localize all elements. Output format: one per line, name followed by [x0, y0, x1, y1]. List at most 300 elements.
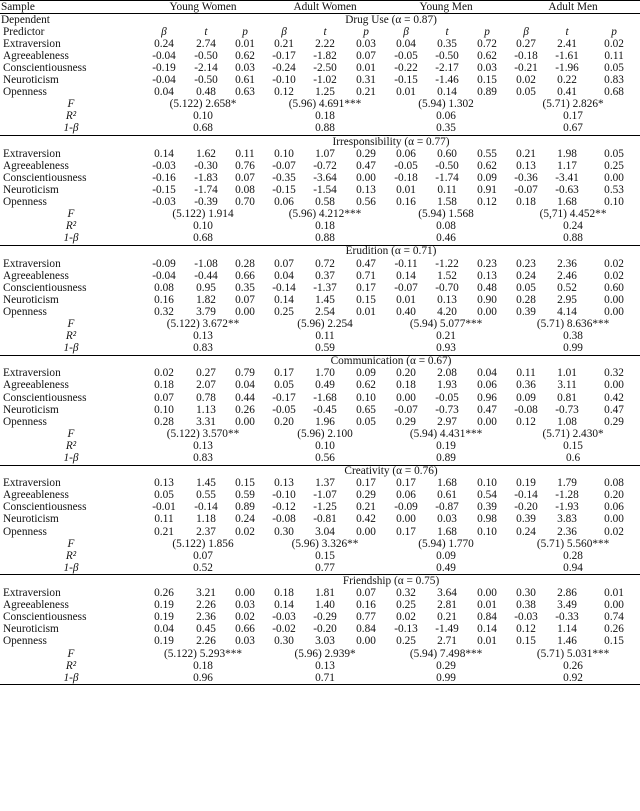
value-cell: -0.14 [194, 501, 218, 514]
value-cell: 1.07 [315, 148, 335, 160]
power-row-value: 0.56 [315, 452, 335, 465]
table-row [0, 478, 640, 490]
predictor-label: Predictor [3, 26, 45, 38]
f-row-label: F [67, 538, 75, 550]
value-cell: 1.52 [437, 270, 457, 282]
power-row [0, 562, 640, 575]
value-cell: 0.03 [437, 513, 457, 526]
f-row [0, 318, 640, 330]
dependent-label: Dependent [0, 14, 142, 27]
r2-row [0, 550, 640, 562]
value-cell: 0.31 [356, 74, 376, 87]
r2-row-value: 0.18 [193, 660, 213, 672]
value-cell: 0.39 [477, 501, 497, 514]
power-row-value: 0.88 [563, 232, 583, 245]
value-cell: -1.37 [313, 282, 337, 294]
f-row-value: (5.71) 5.031*** [536, 647, 610, 660]
stat-header: β [281, 26, 287, 38]
value-cell: 0.24 [516, 526, 536, 538]
predictor-name: Openness [3, 86, 47, 99]
table-row [0, 270, 640, 282]
predictor-name: Conscientiousness [3, 611, 87, 624]
f-row-value: (5.96) 3.326** [291, 538, 359, 550]
stat-header: p [484, 26, 490, 38]
value-cell: 0.15 [356, 294, 376, 306]
value-cell: 0.60 [604, 282, 624, 294]
power-row-value: 0.68 [193, 122, 213, 135]
value-cell: 0.29 [356, 489, 376, 502]
value-cell: 0.54 [477, 489, 497, 502]
f-row-value: (5.94) 5.077*** [409, 318, 483, 330]
value-cell: 0.25 [396, 599, 416, 612]
value-cell: 0.48 [477, 282, 497, 294]
value-cell: 0.00 [604, 172, 624, 184]
table-row [0, 197, 640, 209]
value-cell: -0.05 [272, 404, 296, 416]
f-row-label: F [67, 647, 75, 660]
value-cell: -0.07 [272, 160, 296, 172]
power-row-value: 0.83 [193, 342, 213, 355]
f-row-value: (5.71) 8.636*** [536, 318, 610, 330]
predictor-name: Neuroticism [3, 184, 59, 196]
value-cell: -2.17 [435, 62, 459, 75]
value-cell: 0.42 [356, 513, 376, 526]
value-cell: 3.49 [557, 599, 577, 612]
value-cell: 0.37 [315, 270, 335, 282]
value-cell: -3.64 [313, 172, 337, 184]
power-row-label: 1-β [63, 342, 79, 355]
value-cell: -0.14 [272, 282, 296, 294]
value-cell: -0.30 [194, 160, 218, 172]
value-cell: -0.15 [394, 74, 418, 87]
value-cell: 0.01 [396, 294, 416, 306]
value-cell: -0.13 [394, 623, 418, 636]
group-adult-women: Adult Women [264, 1, 386, 14]
value-cell: 0.58 [315, 196, 335, 209]
predictor-name: Conscientiousness [3, 501, 87, 514]
group-adult-men: Adult Men [506, 1, 640, 14]
f-row [0, 648, 640, 660]
r2-row-value: 0.17 [563, 110, 583, 123]
value-cell: 0.06 [274, 196, 294, 209]
value-cell: 0.55 [477, 148, 497, 160]
f-row-value: (5.122) 1.914 [172, 208, 234, 221]
value-cell: 0.10 [477, 477, 497, 490]
value-cell: -0.03 [514, 611, 538, 624]
value-cell: -0.22 [394, 62, 418, 75]
predictor-name: Openness [3, 526, 47, 538]
value-cell: 0.01 [356, 306, 376, 318]
value-cell: 0.04 [396, 38, 416, 50]
value-cell: 0.21 [356, 501, 376, 514]
value-cell: 0.09 [356, 367, 376, 380]
value-cell: 0.06 [396, 148, 416, 160]
value-cell: 0.10 [356, 392, 376, 404]
value-cell: 0.42 [604, 392, 624, 404]
value-cell: 0.02 [604, 270, 624, 282]
value-cell: 0.28 [154, 416, 174, 428]
value-cell: -0.11 [394, 257, 418, 270]
value-cell: -0.73 [435, 404, 459, 416]
value-cell: 0.17 [396, 526, 416, 538]
value-cell: 0.10 [604, 196, 624, 209]
value-cell: 0.66 [235, 623, 255, 636]
power-row [0, 452, 640, 465]
value-cell: -0.19 [152, 62, 176, 75]
value-cell: 0.35 [235, 282, 255, 294]
value-cell: 0.45 [196, 623, 216, 636]
value-cell: -0.07 [514, 184, 538, 196]
predictor-name: Extraversion [3, 38, 61, 50]
value-cell: 0.24 [154, 38, 174, 50]
value-cell: 0.09 [477, 172, 497, 184]
predictor-header-row [0, 26, 640, 38]
value-cell: -1.02 [313, 74, 337, 87]
value-cell: 0.60 [437, 148, 457, 160]
value-cell: 0.19 [516, 477, 536, 490]
value-cell: 0.25 [396, 635, 416, 648]
value-cell: 0.12 [516, 416, 536, 428]
f-row-value: (5.96) 2.100 [297, 428, 353, 440]
value-cell: -0.04 [152, 74, 176, 87]
value-cell: 2.95 [557, 294, 577, 306]
section-title-row [0, 245, 640, 258]
f-row [0, 209, 640, 221]
predictor-name: Openness [3, 635, 47, 648]
table-row [0, 38, 640, 50]
header-row-sample [0, 1, 640, 14]
value-cell: 0.02 [604, 38, 624, 50]
value-cell: 1.25 [315, 86, 335, 99]
value-cell: -0.44 [194, 270, 218, 282]
power-row-value: 0.89 [436, 452, 456, 465]
power-row-value: 0.67 [563, 122, 583, 135]
value-cell: -0.10 [272, 74, 296, 87]
value-cell: -0.73 [555, 404, 579, 416]
value-cell: 0.00 [477, 587, 497, 600]
table-row [0, 148, 640, 160]
value-cell: 3.79 [196, 306, 216, 318]
value-cell: 0.20 [396, 367, 416, 380]
value-cell: 0.10 [154, 404, 174, 416]
predictor-name: Extraversion [3, 587, 61, 600]
value-cell: -2.14 [194, 62, 218, 75]
value-cell: 1.98 [557, 148, 577, 160]
value-cell: 1.96 [315, 416, 335, 428]
value-cell: 0.96 [477, 392, 497, 404]
value-cell: 0.03 [477, 62, 497, 75]
r2-row [0, 440, 640, 452]
value-cell: 0.15 [604, 635, 624, 648]
value-cell: 0.13 [154, 477, 174, 490]
value-cell: 0.24 [235, 513, 255, 526]
predictor-name: Agreeableness [3, 160, 69, 172]
value-cell: 0.13 [356, 184, 376, 196]
value-cell: 2.36 [557, 526, 577, 538]
value-cell: 0.89 [477, 86, 497, 99]
power-row-value: 0.68 [193, 232, 213, 245]
power-row-value: 0.46 [436, 232, 456, 245]
value-cell: -0.05 [435, 392, 459, 404]
value-cell: 0.09 [516, 392, 536, 404]
table-row [0, 404, 640, 416]
value-cell: -0.09 [394, 501, 418, 514]
value-cell: 0.84 [356, 623, 376, 636]
value-cell: 0.00 [235, 306, 255, 318]
value-cell: 0.22 [557, 74, 577, 87]
value-cell: 0.13 [437, 294, 457, 306]
value-cell: 0.17 [356, 282, 376, 294]
section-title: Creativity (α = 0.76) [142, 465, 640, 478]
value-cell: 1.68 [557, 196, 577, 209]
value-cell: 0.03 [235, 635, 255, 648]
value-cell: 0.01 [604, 587, 624, 600]
value-cell: 1.17 [557, 160, 577, 172]
section-title: Communication (α = 0.67) [142, 355, 640, 368]
empty-cell [0, 355, 142, 368]
value-cell: 0.07 [274, 257, 294, 270]
value-cell: 0.14 [396, 270, 416, 282]
value-cell: -0.08 [514, 404, 538, 416]
value-cell: -0.20 [514, 501, 538, 514]
value-cell: -0.12 [272, 501, 296, 514]
table-row [0, 62, 640, 74]
table-row [0, 294, 640, 306]
value-cell: -0.05 [394, 160, 418, 172]
predictor-name: Neuroticism [3, 74, 59, 87]
table-row [0, 160, 640, 172]
power-row [0, 343, 640, 356]
value-cell: 0.68 [604, 86, 624, 99]
table-row [0, 87, 640, 99]
section-title: Drug Use (α = 0.87) [142, 14, 640, 27]
value-cell: 0.26 [235, 404, 255, 416]
value-cell: -0.50 [435, 160, 459, 172]
value-cell: 0.16 [154, 294, 174, 306]
value-cell: 0.30 [274, 526, 294, 538]
value-cell: 0.26 [154, 587, 174, 600]
value-cell: 0.55 [196, 489, 216, 502]
value-cell: 0.81 [557, 392, 577, 404]
value-cell: 1.45 [196, 477, 216, 490]
r2-row-value: 0.15 [315, 550, 335, 562]
value-cell: 0.29 [396, 416, 416, 428]
value-cell: 0.04 [235, 379, 255, 392]
r2-row-label: R² [65, 440, 77, 452]
value-cell: 0.21 [274, 38, 294, 50]
r2-row-value: 0.09 [436, 550, 456, 562]
value-cell: 0.90 [477, 294, 497, 306]
group-young-women: Young Women [142, 1, 264, 14]
value-cell: -1.54 [313, 184, 337, 196]
power-row-label: 1-β [63, 122, 79, 135]
value-cell: -0.50 [194, 50, 218, 62]
value-cell: 0.00 [604, 306, 624, 318]
value-cell: 0.19 [154, 611, 174, 624]
value-cell: 0.49 [315, 379, 335, 392]
value-cell: 0.74 [604, 611, 624, 624]
f-row-value: (5.71) 2.826* [542, 98, 604, 111]
r2-row-label: R² [65, 660, 77, 672]
value-cell: 0.78 [196, 392, 216, 404]
value-cell: 0.70 [235, 196, 255, 209]
value-cell: 0.83 [604, 74, 624, 87]
value-cell: 0.17 [274, 367, 294, 380]
power-row-value: 0.93 [436, 342, 456, 355]
value-cell: -0.14 [514, 489, 538, 502]
value-cell: -0.04 [152, 50, 176, 62]
r2-row-label: R² [65, 330, 77, 343]
value-cell: 0.04 [274, 270, 294, 282]
predictor-name: Extraversion [3, 148, 61, 160]
r2-row-value: 0.26 [563, 660, 583, 672]
stat-header: p [242, 26, 248, 38]
value-cell: -1.08 [194, 257, 218, 270]
f-row-value: (5.96) 2.254 [297, 318, 353, 330]
value-cell: 1.81 [315, 587, 335, 600]
value-cell: 2.86 [557, 587, 577, 600]
predictor-name: Extraversion [3, 477, 61, 490]
r2-row-value: 0.08 [436, 220, 456, 233]
value-cell: 0.00 [604, 379, 624, 392]
value-cell: 0.13 [477, 270, 497, 282]
value-cell: 0.14 [274, 599, 294, 612]
power-row-value: 0.6 [566, 452, 581, 465]
predictor-name: Openness [3, 196, 47, 209]
value-cell: 0.06 [477, 379, 497, 392]
value-cell: -0.09 [152, 257, 176, 270]
r2-row-label: R² [65, 550, 77, 562]
value-cell: 0.00 [396, 392, 416, 404]
value-cell: 1.40 [315, 599, 335, 612]
value-cell: 3.11 [557, 379, 577, 392]
value-cell: 0.23 [477, 257, 497, 270]
value-cell: -0.03 [272, 611, 296, 624]
value-cell: 0.08 [235, 184, 255, 196]
value-cell: -1.93 [555, 501, 579, 514]
value-cell: 0.17 [396, 477, 416, 490]
power-row-value: 0.52 [193, 562, 213, 574]
power-row-value: 0.49 [436, 562, 456, 574]
power-row-label: 1-β [63, 562, 79, 574]
value-cell: 0.05 [516, 86, 536, 99]
value-cell: 2.08 [437, 367, 457, 380]
f-row [0, 428, 640, 440]
value-cell: 0.10 [274, 148, 294, 160]
value-cell: 0.00 [604, 513, 624, 526]
value-cell: 0.15 [477, 74, 497, 87]
value-cell: 1.18 [196, 513, 216, 526]
value-cell: 0.35 [437, 38, 457, 50]
value-cell: 0.16 [396, 196, 416, 209]
value-cell: 0.07 [356, 50, 376, 62]
value-cell: 1.14 [557, 623, 577, 636]
value-cell: 0.18 [516, 196, 536, 209]
value-cell: 0.62 [477, 160, 497, 172]
value-cell: 0.14 [274, 294, 294, 306]
value-cell: -1.49 [435, 623, 459, 636]
value-cell: 0.62 [235, 50, 255, 62]
value-cell: 0.98 [477, 513, 497, 526]
value-cell: 0.39 [516, 513, 536, 526]
value-cell: 0.32 [154, 306, 174, 318]
value-cell: 0.21 [437, 611, 457, 624]
table-row [0, 306, 640, 318]
value-cell: -1.83 [194, 172, 218, 184]
value-cell: 1.01 [557, 367, 577, 380]
value-cell: 3.83 [557, 513, 577, 526]
value-cell: 2.26 [196, 635, 216, 648]
stat-header: t [565, 26, 569, 38]
value-cell: 0.29 [604, 416, 624, 428]
value-cell: 0.47 [477, 404, 497, 416]
f-row-value: (5.94) 1.770 [418, 538, 474, 550]
r2-row-value: 0.15 [563, 440, 583, 452]
r2-row-value: 0.18 [315, 220, 335, 233]
value-cell: 1.68 [437, 477, 457, 490]
value-cell: -1.25 [313, 501, 337, 514]
value-cell: 0.02 [516, 74, 536, 87]
value-cell: 0.00 [356, 526, 376, 538]
power-row-label: 1-β [63, 232, 79, 245]
value-cell: 0.12 [477, 196, 497, 209]
value-cell: 0.91 [477, 184, 497, 196]
predictor-name: Neuroticism [3, 513, 59, 526]
table-row [0, 526, 640, 538]
value-cell: 0.01 [396, 184, 416, 196]
value-cell: 0.05 [516, 282, 536, 294]
value-cell: 0.32 [604, 367, 624, 380]
power-row-value: 0.99 [563, 342, 583, 355]
predictor-name: Agreeableness [3, 270, 69, 282]
value-cell: 0.72 [477, 38, 497, 50]
value-cell: -0.81 [313, 513, 337, 526]
value-cell: -0.87 [435, 501, 459, 514]
f-row-label: F [67, 208, 75, 221]
r2-row-value: 0.07 [193, 550, 213, 562]
value-cell: 0.02 [604, 526, 624, 538]
value-cell: -0.72 [313, 160, 337, 172]
value-cell: 0.19 [154, 635, 174, 648]
value-cell: -0.63 [555, 184, 579, 196]
value-cell: -0.15 [152, 184, 176, 196]
value-cell: -0.07 [394, 404, 418, 416]
predictor-name: Openness [3, 306, 47, 318]
f-row-value: (5.94) 4.431*** [409, 428, 483, 440]
r2-row [0, 331, 640, 343]
value-cell: -0.18 [514, 50, 538, 62]
empty-cell [0, 465, 142, 478]
predictor-name: Conscientiousness [3, 172, 87, 184]
value-cell: 0.13 [274, 477, 294, 490]
value-cell: 1.45 [315, 294, 335, 306]
value-cell: -1.82 [313, 50, 337, 62]
value-cell: -0.07 [394, 282, 418, 294]
value-cell: -0.03 [152, 196, 176, 209]
value-cell: 0.21 [154, 526, 174, 538]
value-cell: 2.37 [196, 526, 216, 538]
value-cell: -0.01 [152, 501, 176, 514]
value-cell: 0.28 [516, 294, 536, 306]
predictor-name: Neuroticism [3, 404, 59, 416]
r2-row-value: 0.10 [193, 220, 213, 233]
value-cell: 0.71 [356, 270, 376, 282]
empty-cell [0, 136, 142, 149]
value-cell: 0.00 [356, 172, 376, 184]
value-cell: 3.31 [196, 416, 216, 428]
power-row-value: 0.94 [563, 562, 583, 574]
value-cell: -1.07 [313, 489, 337, 502]
